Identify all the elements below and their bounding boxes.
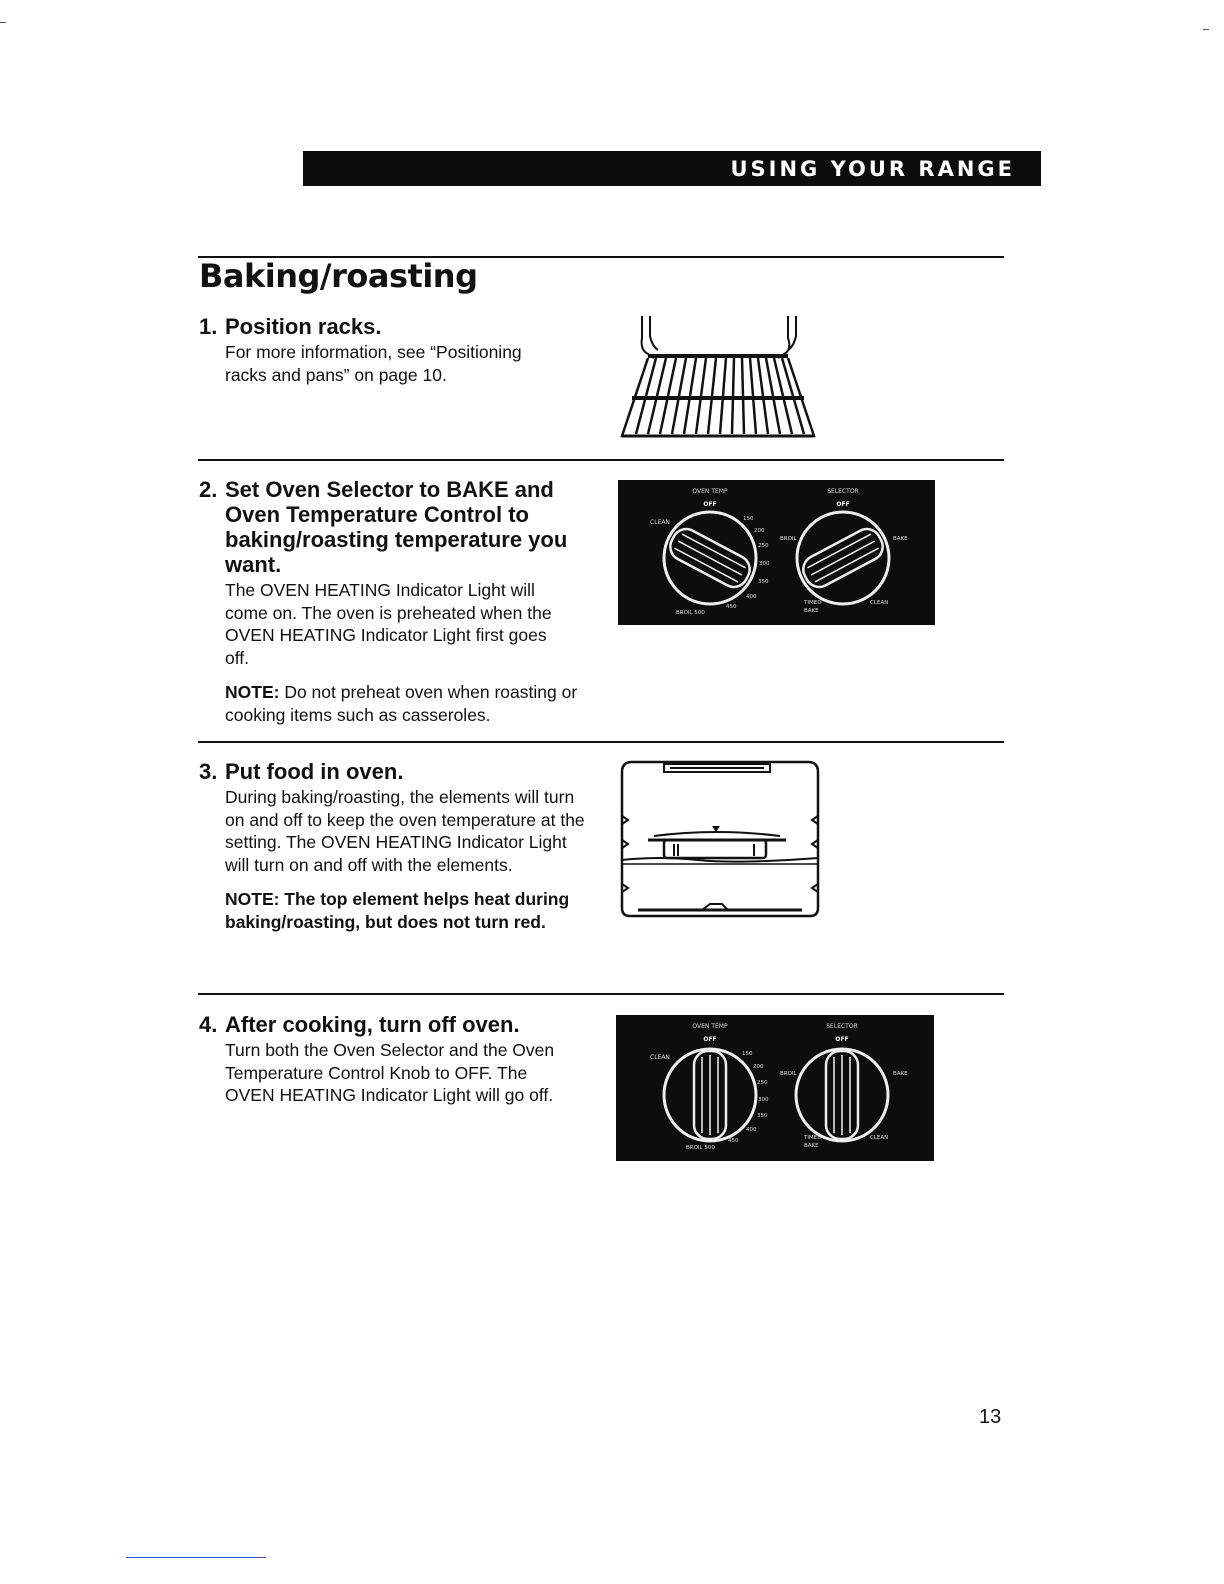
scan-mark	[126, 1557, 266, 1558]
temp-350: 350	[757, 1113, 768, 1119]
oven-temp-label: OVEN TEMP	[692, 1023, 728, 1030]
clean-label: CLEAN	[870, 1135, 889, 1141]
scan-mark	[0, 22, 6, 23]
selector-label: SELECTOR	[826, 1023, 858, 1030]
step-body: For more information, see “Positioning racks and pans” on page 10.	[225, 342, 522, 385]
off-label: OFF	[836, 501, 850, 508]
oven-temp-label: OVEN TEMP	[692, 488, 728, 495]
step-body: The OVEN HEATING Indicator Light will come on. The oven is preheated when the OVEN HEATING Indicator Light first goes off.	[225, 580, 552, 668]
clean-label: CLEAN	[650, 1054, 670, 1061]
step-3	[199, 759, 591, 933]
step-number: 4.	[199, 1012, 218, 1037]
page-title: Baking/roasting	[199, 257, 478, 295]
page-number: 13	[979, 1406, 1002, 1428]
temp-400: 400	[746, 1127, 757, 1133]
step-heading: Position racks.	[225, 314, 382, 339]
step-heading: After cooking, turn off oven.	[225, 1012, 520, 1037]
step-number: 3.	[199, 759, 218, 784]
temp-200: 200	[754, 528, 765, 534]
bake-label: BAKE	[804, 608, 819, 614]
broil-500-label: BROIL 500	[676, 610, 705, 616]
section-banner	[303, 151, 1041, 186]
step-heading: Put food in oven.	[225, 759, 404, 784]
broil-500-label: BROIL 500	[686, 1145, 715, 1151]
step-note: NOTE: The top element helps heat during baking/roasting, but does not turn red.	[225, 889, 570, 932]
temp-300: 300	[759, 561, 770, 567]
temp-300: 300	[758, 1097, 769, 1103]
scan-mark	[1203, 29, 1209, 30]
off-label: OFF	[835, 1036, 849, 1043]
clean-label: CLEAN	[870, 600, 889, 606]
selector-knob	[797, 512, 889, 604]
temp-350: 350	[758, 579, 769, 585]
divider	[198, 741, 1004, 743]
step-number: 1.	[199, 314, 218, 339]
note-label: NOTE:	[225, 682, 280, 702]
temp-450: 450	[728, 1138, 739, 1144]
rack-illustration	[616, 314, 820, 442]
temp-knob	[664, 512, 756, 604]
note-text: Do not preheat oven when roasting or cooking items such as casseroles.	[225, 682, 578, 725]
divider	[198, 459, 1004, 461]
step-body: Turn both the Oven Selector and the Oven Temperature Control Knob to OFF. The OVEN HEATING Indicator Light will go off.	[225, 1040, 555, 1105]
off-label: OFF	[703, 1036, 717, 1043]
step-body: During baking/roasting, the elements will turn on and off to keep the oven temperature at the setting. The OVEN HEATING Indicator Light will turn on and off with the elements.	[225, 787, 585, 875]
step-1	[199, 314, 591, 386]
step-4	[199, 1012, 591, 1107]
bake-label: BAKE	[893, 1071, 908, 1077]
temp-400: 400	[746, 594, 757, 600]
divider	[198, 993, 1004, 995]
selector-label: SELECTOR	[827, 488, 859, 495]
step-heading: Set Oven Selector to BAKE and Oven Temperature Control to baking/roasting temperature you want.	[225, 477, 568, 577]
clean-label: CLEAN	[650, 519, 670, 526]
broil-label: BROIL	[780, 1071, 797, 1077]
bake-label: BAKE	[804, 1143, 819, 1149]
broil-label: BROIL	[780, 536, 797, 542]
temp-200: 200	[753, 1064, 764, 1070]
controls-off-illustration	[616, 1015, 934, 1161]
off-label: OFF	[703, 501, 717, 508]
temp-250: 250	[758, 543, 769, 549]
timed-label: TIMED	[804, 1135, 822, 1141]
step-note	[225, 681, 580, 726]
step-number: 2.	[199, 477, 218, 502]
temp-150: 150	[742, 1051, 753, 1057]
selector-knob	[796, 1049, 888, 1141]
timed-label: TIMED	[804, 600, 822, 606]
oven-cavity-illustration	[618, 760, 824, 920]
temp-knob	[664, 1049, 756, 1141]
temp-250: 250	[757, 1080, 768, 1086]
bake-label: BAKE	[893, 536, 908, 542]
step-2	[199, 477, 591, 726]
section-label: USING YOUR RANGE	[730, 156, 1015, 181]
temp-150: 150	[743, 516, 754, 522]
controls-set-illustration	[618, 480, 935, 625]
temp-450: 450	[726, 604, 737, 610]
